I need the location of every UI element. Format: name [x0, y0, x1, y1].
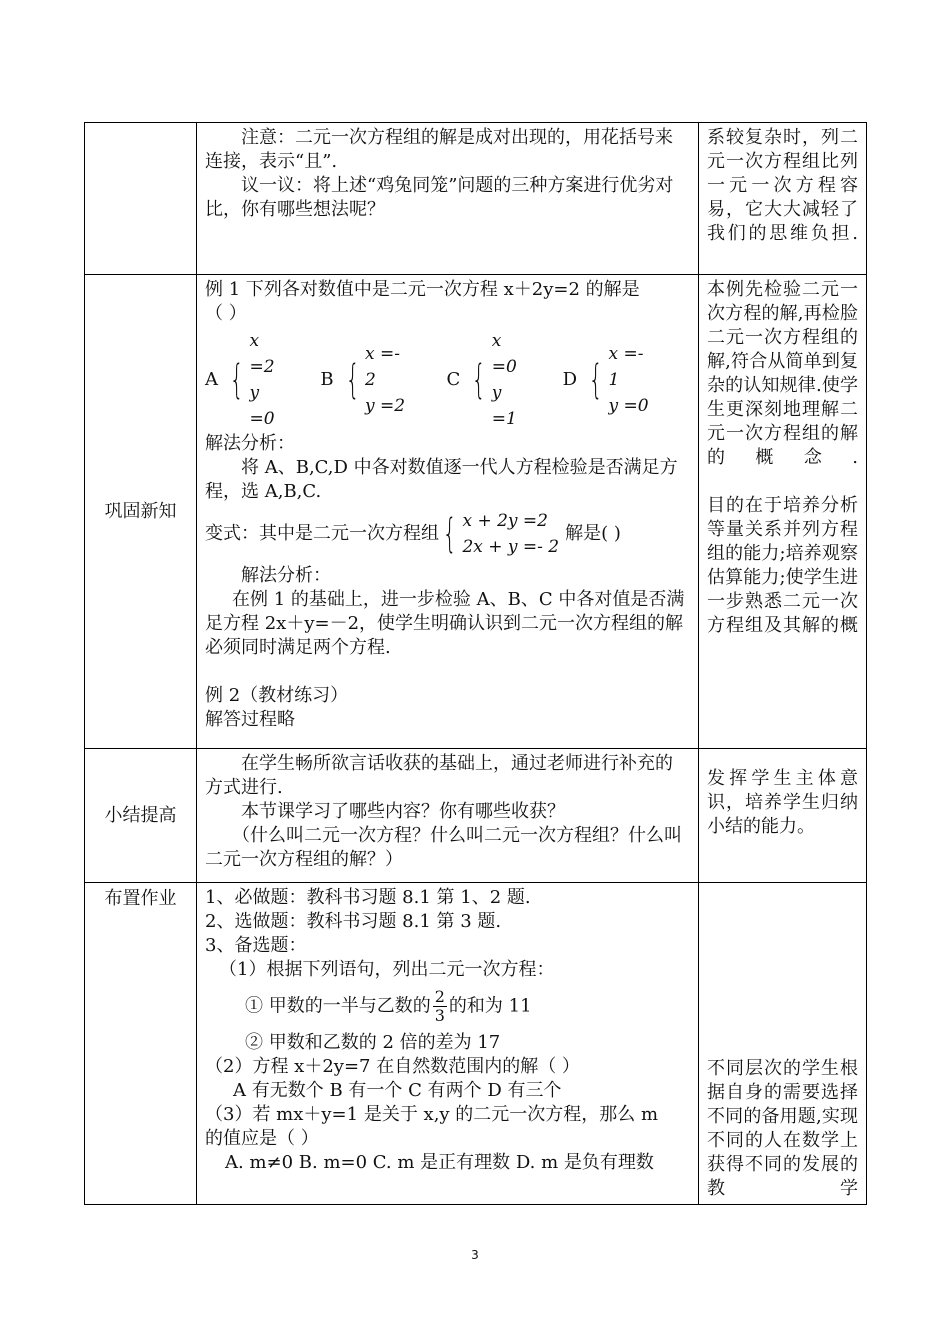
option-y: y =0 [249, 383, 275, 429]
row2-note-1: 本例先检验二元一次方程的解,再检脸二元一次方程组的解,符合从简单到复杂的认知规律.使学生更深刻地理解二元一次方程组的解的概念. [707, 279, 858, 468]
row-continuation [85, 123, 867, 275]
variant-eq1: x + 2y =2 [462, 511, 548, 531]
row2-notes [699, 275, 867, 749]
note-paragraph: 注意：二元一次方程组的解是成对出现的，用花括号来连接，表示“且”. [205, 127, 673, 172]
question-3-options: A. m≠0 B. m=0 C. m 是正有理数 D. m 是负有理数 [225, 1152, 654, 1173]
question-2: （2）方程 x＋2y=7 在自然数范围内的解（ ） [205, 1056, 580, 1077]
page-number: 3 [471, 1248, 479, 1262]
analysis-text: 将 A、B,C,D 中各对数值逐一代人方程检验是否满足方程，选 A,B,C. [205, 457, 678, 502]
row-homework [85, 883, 867, 1205]
example2-title: 例 2（教材练习） [205, 685, 349, 706]
option-c [447, 328, 529, 432]
row2-note-2: 目的在于培养分析等量关系并列方程组的能力;培养观察估算能力;使学生进一步熟悉二元一次方程组及其解的概 [707, 495, 858, 636]
option-letter: B [320, 369, 334, 390]
option-b [320, 341, 412, 419]
question-1b: ② 甲数和乙数的 2 倍的差为 17 [245, 1032, 501, 1053]
summary-line-2: 本节课学习了哪些内容？你有哪些收获？ [241, 801, 565, 822]
row1-note: 系较复杂时，列二元一次方程组比列一元一次方程容易，它大大减轻了我们的思维负担. [699, 123, 867, 275]
example1-paren: （ ） [205, 303, 247, 324]
analysis2-text: 在例 1 的基础上，进一步检验 A、B、C 中各对值是否满足方程 2x＋y=－2，使学生明确认识到二元一次方程组的解必须同时满足两个方程. [205, 589, 685, 658]
analysis-title: 解法分析： [205, 433, 295, 454]
option-d [563, 341, 656, 419]
brace-icon: { [229, 357, 244, 403]
question-1a [205, 988, 690, 1025]
summary-line-1: 在学生畅所欲言话收获的基础上，通过老师进行补充的方式进行. [205, 753, 673, 798]
example1-options [205, 328, 690, 432]
question-3: （3）若 mx＋y=1 是关于 x,y 的二元一次方程，那么 m [205, 1104, 659, 1125]
example1-question: 例 1 下列各对数值中是二元一次方程 x＋2y=2 的解是 [205, 279, 640, 300]
homework-3: 3、备选题： [205, 935, 307, 956]
variant-question [205, 508, 690, 560]
question-1a-prefix: ① 甲数的一半与乙数的 [245, 995, 431, 1017]
brace-icon: { [472, 357, 487, 403]
brace-icon: { [588, 357, 603, 403]
discuss-paragraph: 议一议：将上述“鸡兔同笼”问题的三种方案进行优劣对比，你有哪些想法呢？ [205, 175, 674, 220]
row4-content [197, 883, 699, 1205]
example2-answer: 解答过程略 [205, 709, 295, 730]
option-x: x =0 [491, 331, 517, 377]
brace-icon: { [442, 511, 457, 557]
question-1: （1）根据下列语句，列出二元一次方程： [219, 959, 555, 980]
option-y: y =1 [491, 383, 517, 429]
option-x: x =- 1 [608, 344, 644, 390]
summary-line-3: （什么叫二元一次方程？什么叫二元一次方程组？什么叫二元一次方程组的解？） [205, 825, 682, 870]
row4-label: 布置作业 [85, 883, 197, 1205]
row1-content [197, 123, 699, 275]
brace-icon: { [345, 357, 360, 403]
row3-label: 小结提高 [85, 749, 197, 883]
row-summary [85, 749, 867, 883]
option-letter: D [562, 369, 578, 390]
row2-label: 巩固新知 [85, 275, 197, 749]
row3-content [197, 749, 699, 883]
variant-eq2: 2x + y =- 2 [462, 537, 560, 557]
homework-2: 2、选做题：教科书习题 8.1 第 3 题. [205, 911, 502, 932]
option-letter: A [205, 369, 218, 390]
homework-1: 1、必做题：教科书习题 8.1 第 1、2 题. [205, 887, 531, 908]
row4-note: 不同层次的学生根据自身的需要选择不同的备用题,实现不同的人在数学上获得不同的发展的教学 [699, 883, 867, 1205]
option-x: x =- 2 [365, 344, 400, 390]
row1-label [85, 123, 197, 275]
question-2-options: A 有无数个 B 有一个 C 有两个 D 有三个 [233, 1080, 562, 1101]
row2-content [197, 275, 699, 749]
option-x: x =2 [249, 331, 275, 377]
variant-suffix: 解是( ) [565, 523, 621, 544]
option-a [205, 328, 286, 432]
row-consolidate [85, 275, 867, 749]
analysis2-title: 解法分析： [241, 565, 331, 586]
option-letter: C [446, 369, 461, 390]
question-1a-suffix: 的和为 11 [448, 995, 532, 1017]
option-y: y =2 [365, 396, 406, 416]
fraction-two-thirds: $\frac{2}{3}$ [434, 987, 445, 1025]
option-y: y =0 [608, 396, 649, 416]
question-3-cont: 的值应是（ ） [205, 1128, 319, 1149]
variant-prefix: 变式：其中是二元一次方程组 [205, 523, 439, 544]
row3-note: 发挥学生主体意识，培养学生归纳小结的能力。 [699, 749, 867, 883]
lesson-plan-table [84, 122, 867, 1205]
